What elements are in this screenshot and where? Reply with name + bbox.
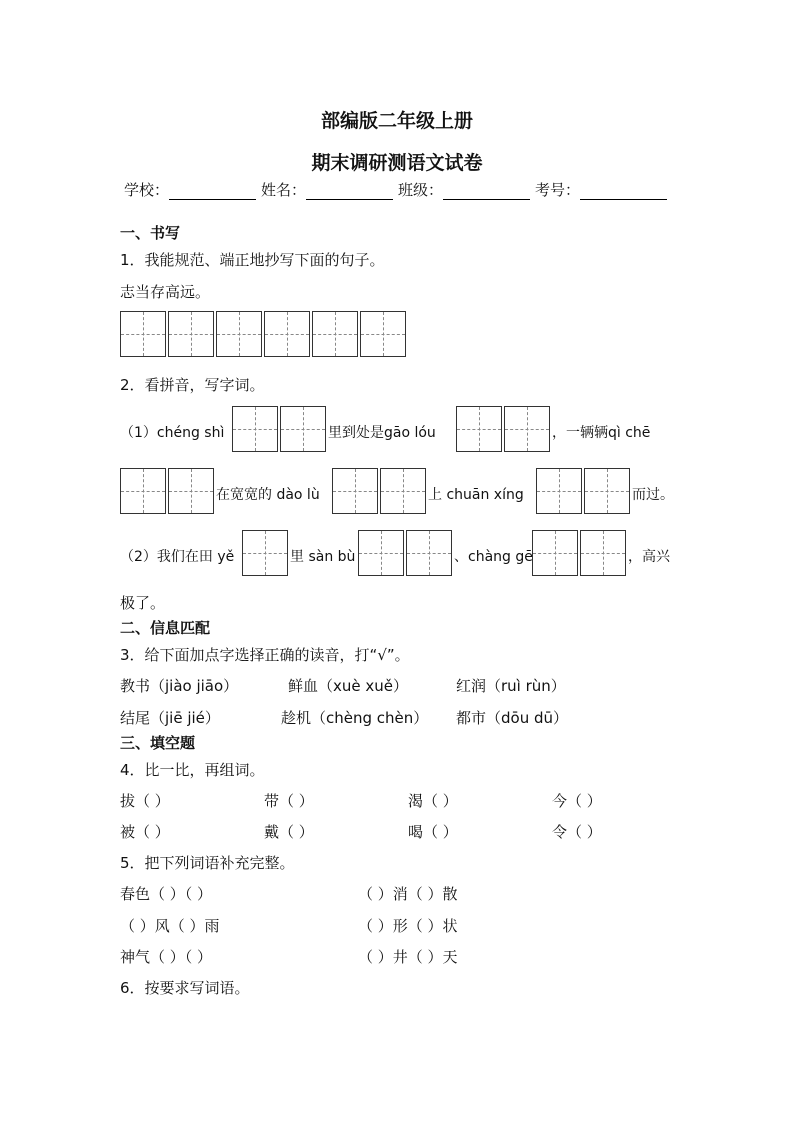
pinyin-chang-ge: 、chàng gē <box>454 549 533 565</box>
writing-box[interactable] <box>532 530 578 576</box>
question-6: 6．按要求写词语。 <box>120 979 250 997</box>
writing-box[interactable] <box>168 311 214 357</box>
school-blank[interactable] <box>169 183 256 200</box>
writing-box[interactable] <box>216 311 262 357</box>
compare-word-item[interactable]: 被（ ） <box>120 823 170 841</box>
pronunciation-item[interactable]: 教书（jiào jiāo） <box>120 677 239 695</box>
line2-ending: 而过。 <box>632 487 674 503</box>
idiom-fill-item[interactable]: （ ）井（ ）天 <box>358 948 458 966</box>
pronunciation-item[interactable]: 鲜血（xuè xuě） <box>288 677 408 695</box>
school-label: 学校： <box>124 181 170 199</box>
idiom-fill-item[interactable]: （ ）风（ ）雨 <box>120 917 220 935</box>
compare-word-item[interactable]: 带（ ） <box>264 792 314 810</box>
question-2: 2．看拼音，写字词。 <box>120 376 265 394</box>
writing-box[interactable] <box>120 468 166 514</box>
pinyin-chuan-xing: 上 chuān xíng <box>428 487 524 503</box>
pronunciation-item[interactable]: 红润（ruì rùn） <box>456 677 566 695</box>
idiom-fill-item[interactable]: （ ）消（ ）散 <box>358 885 458 903</box>
school-field[interactable] <box>124 179 256 200</box>
line3-ending: ，高兴 <box>628 549 670 565</box>
exam-number-field[interactable] <box>535 179 667 200</box>
writing-box[interactable] <box>332 468 378 514</box>
class-field[interactable] <box>398 179 530 200</box>
writing-box[interactable] <box>168 468 214 514</box>
pinyin-cheng-shi: （1）chéng shì <box>120 425 225 441</box>
section-heading-fill: 三、填空题 <box>120 734 196 752</box>
writing-box[interactable] <box>358 530 404 576</box>
compare-word-item[interactable]: 戴（ ） <box>264 823 314 841</box>
section-heading-matching: 二、信息匹配 <box>120 619 211 637</box>
class-label: 班级： <box>398 181 444 199</box>
pronunciation-item[interactable]: 都市（dōu dū） <box>456 709 569 727</box>
compare-word-item[interactable]: 喝（ ） <box>408 823 458 841</box>
exam-number-blank[interactable] <box>580 183 667 200</box>
question-5: 5．把下列词语补充完整。 <box>120 854 295 872</box>
writing-box[interactable] <box>280 406 326 452</box>
pronunciation-item[interactable]: 趁机（chèng chèn） <box>281 709 429 727</box>
writing-box[interactable] <box>504 406 550 452</box>
class-blank[interactable] <box>443 183 530 200</box>
page-title: 部编版二年级上册 <box>320 110 473 132</box>
compare-word-item[interactable]: 今（ ） <box>552 792 602 810</box>
question-3: 3．给下面加点字选择正确的读音，打“√”。 <box>120 646 410 664</box>
writing-box[interactable] <box>242 530 288 576</box>
name-field[interactable] <box>261 179 393 200</box>
compare-word-item[interactable]: 拔（ ） <box>120 792 170 810</box>
line3-continuation: 极了。 <box>120 594 166 612</box>
exam-number-label: 考号： <box>535 181 581 199</box>
writing-box[interactable] <box>380 468 426 514</box>
name-label: 姓名： <box>261 181 307 199</box>
pinyin-dao-lu: 在宽宽的 dào lù <box>216 487 320 503</box>
writing-box[interactable] <box>264 311 310 357</box>
pinyin-san-bu: 里 sàn bù <box>290 549 356 565</box>
section-heading-writing: 一、书写 <box>120 224 181 242</box>
writing-box[interactable] <box>456 406 502 452</box>
copy-sentence: 志当存高远。 <box>120 283 211 301</box>
page-subtitle: 期末调研测语文试卷 <box>311 152 483 174</box>
writing-box[interactable] <box>360 311 406 357</box>
writing-box[interactable] <box>232 406 278 452</box>
writing-box[interactable] <box>406 530 452 576</box>
pinyin-tian-ye: （2）我们在田 yě <box>120 549 235 565</box>
idiom-fill-item[interactable]: （ ）形（ ）状 <box>358 917 458 935</box>
writing-box[interactable] <box>580 530 626 576</box>
writing-box[interactable] <box>584 468 630 514</box>
question-1: 1．我能规范、端正地抄写下面的句子。 <box>120 251 385 269</box>
writing-box[interactable] <box>536 468 582 514</box>
pinyin-qi-che: ，一辆辆qì chē <box>552 425 651 441</box>
idiom-fill-item[interactable]: 神气（ ）（ ） <box>120 948 213 966</box>
question-4: 4．比一比，再组词。 <box>120 761 265 779</box>
writing-box[interactable] <box>312 311 358 357</box>
pinyin-gao-lou: 里到处是gāo lóu <box>328 425 436 441</box>
writing-box[interactable] <box>120 311 166 357</box>
name-blank[interactable] <box>306 183 393 200</box>
compare-word-item[interactable]: 渴（ ） <box>408 792 458 810</box>
pronunciation-item[interactable]: 结尾（jiē jié） <box>120 709 220 727</box>
compare-word-item[interactable]: 令（ ） <box>552 823 602 841</box>
idiom-fill-item[interactable]: 春色（ ）（ ） <box>120 885 213 903</box>
